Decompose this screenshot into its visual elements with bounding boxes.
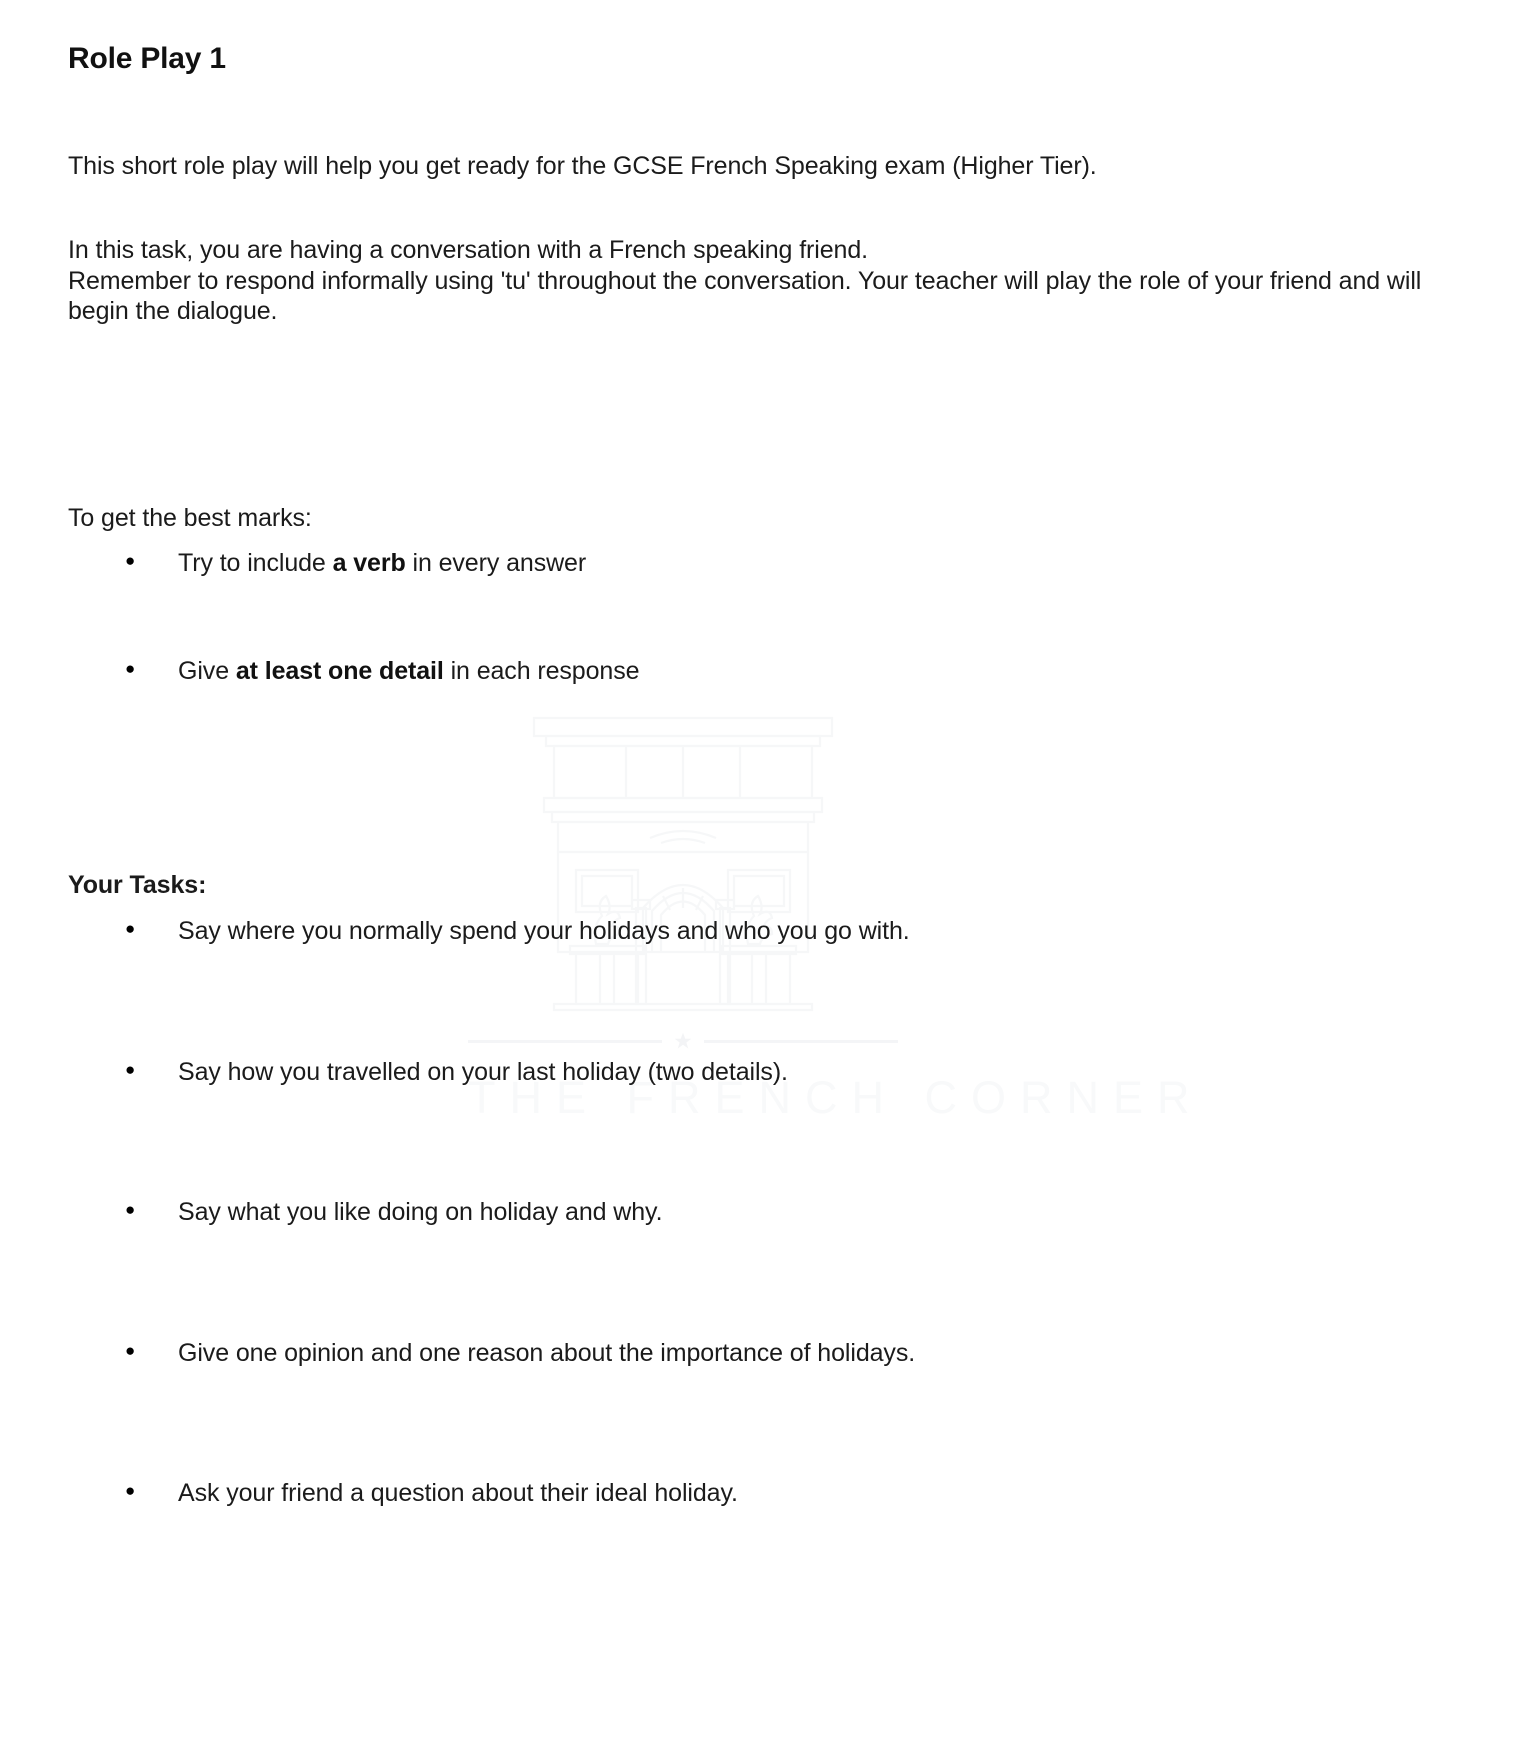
list-item: ● Give one opinion and one reason about the importance of holidays. <box>0 1338 915 1369</box>
list-item <box>0 548 639 579</box>
task-description-line-2: Remember to respond informally using 'tu' throughout the conversation. Your teacher will play the role of your friend and will begin the dialogue. <box>68 266 1422 325</box>
list-item: ● Ask your friend a question about their ideal holiday. <box>0 1478 915 1509</box>
your-tasks-list <box>0 916 1204 1619</box>
tip-text-before: Give <box>178 656 236 685</box>
list-item: ● Say what you like doing on holiday and why. <box>0 1197 915 1228</box>
tip-text-after: in each response <box>443 656 640 685</box>
list-item: ● Say how you travelled on your last holiday (two details). <box>0 1057 915 1088</box>
task-description-paragraph <box>68 235 1488 327</box>
tip-text-before: Try to include <box>178 549 333 577</box>
best-marks-list <box>0 548 639 763</box>
tip-text-bold: at least one detail <box>235 656 444 685</box>
page-title: Role Play 1 <box>68 42 226 76</box>
task-description-line-1: In this task, you are having a conversation with a French speaking friend. <box>68 236 868 264</box>
intro-paragraph: This short role play will help you get ready for the GCSE French Speaking exam (Higher Tier). <box>68 152 1097 180</box>
your-tasks-heading: Your Tasks: <box>68 871 207 899</box>
tip-text-bold: a verb <box>332 549 406 577</box>
best-marks-heading: To get the best marks: <box>68 504 312 532</box>
list-item: ● Say where you normally spend your holidays and who you go with. <box>0 916 915 947</box>
list-item <box>0 656 639 687</box>
tip-text-after: in every answer <box>405 549 587 577</box>
watermark-brand-text: THE FRENCH CORNER <box>468 1072 1204 1123</box>
